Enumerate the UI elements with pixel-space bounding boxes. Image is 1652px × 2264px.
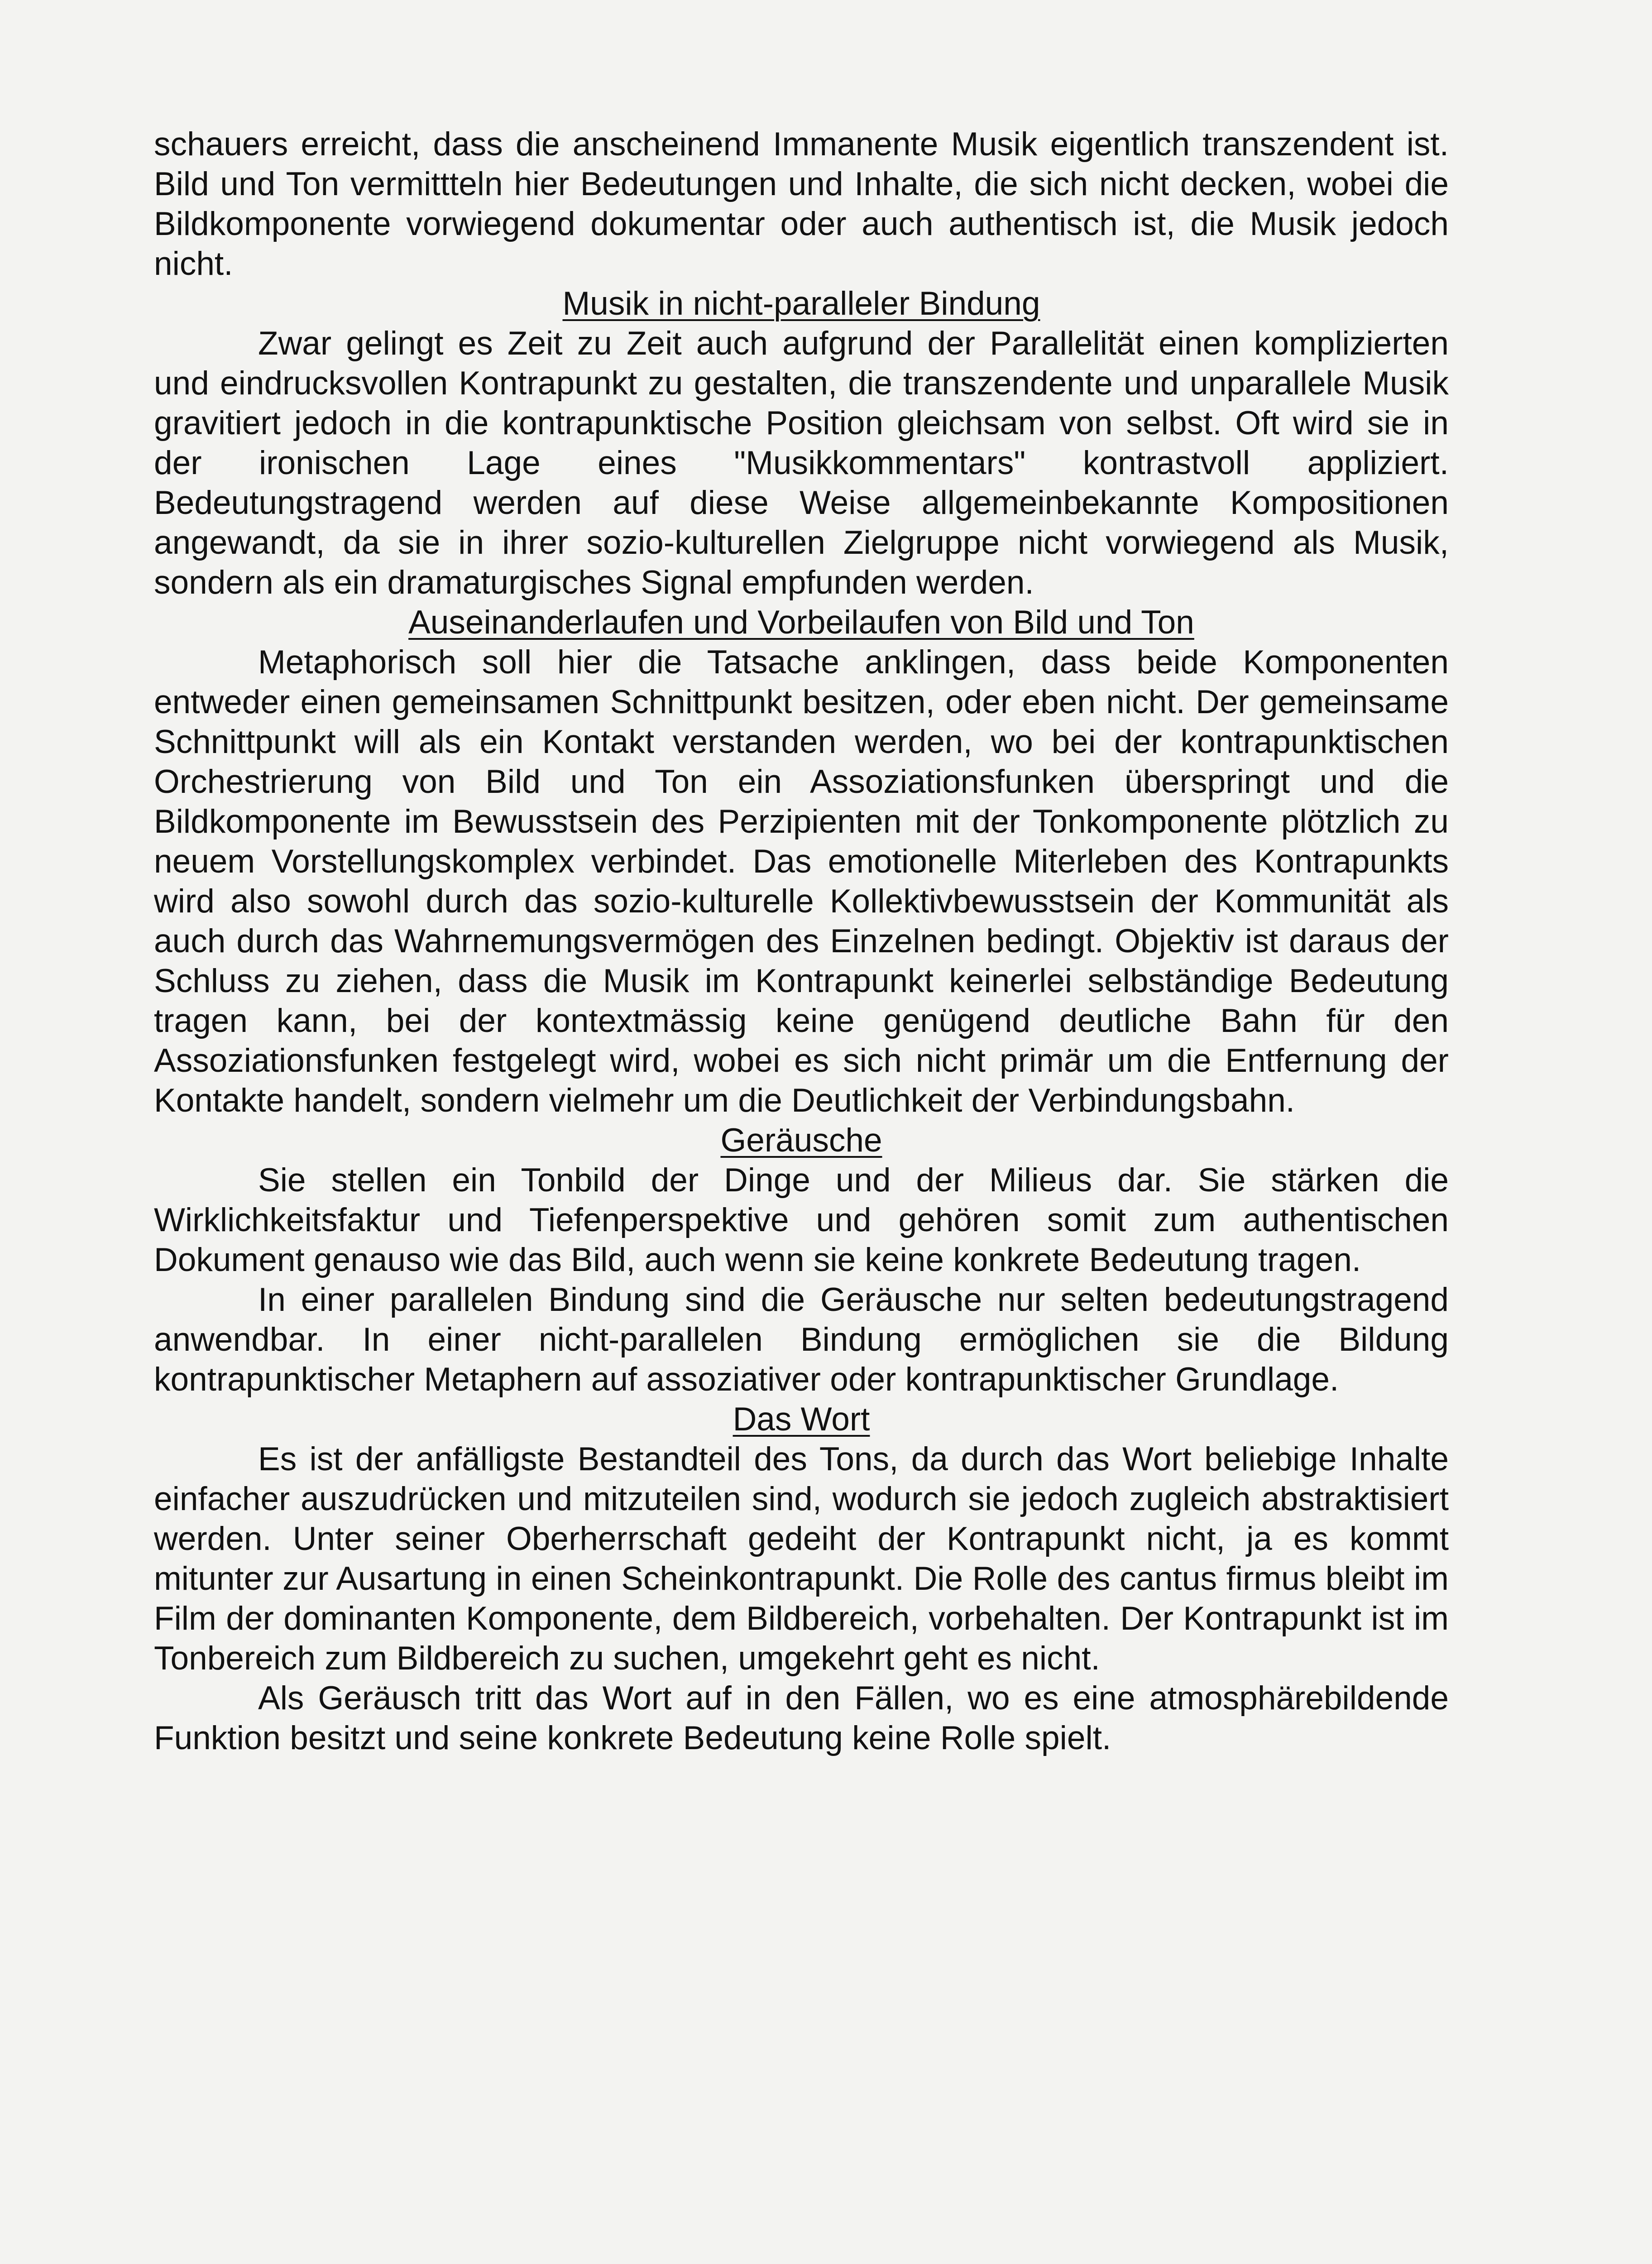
paragraph-das-wort-2: Als Geräusch tritt das Wort auf in den Fällen, wo es eine atmosphärebildende Funktion besitzt und seine konkrete Bedeutung keine Rolle spielt.: [154, 1680, 1449, 1756]
heading-auseinanderlaufen: Auseinanderlaufen und Vorbeilaufen von Bild und Ton: [408, 604, 1194, 641]
paragraph-auseinanderlaufen: Metaphorisch soll hier die Tatsache anklingen, dass beide Komponenten entweder einen gemeinsamen Schnittpunkt besitzen, oder eben nicht. Der gemeinsame Schnittpunkt will als ein Kontakt verstanden werden, wo bei der kontrapunktischen Orchestrierung von Bild und Ton ein Assoziationsfunken überspringt und die Bildkomponente im Bewusstsein des Perzipienten mit der Tonkomponente plötzlich zu neuem Vorstellungskomplex verbindet. Das emotionelle Miterleben des Kontrapunkts wird also sowohl durch das sozio-kulturelle Kollektivbewusstsein der Kommunität als auch durch das Wahrnemungsvermögen des Einzelnen bedingt. Objektiv ist daraus der Schluss zu ziehen, dass die Musik im Kontrapunkt keinerlei selbständige Bedeutung tragen kann, bei der kontextmässig keine genügend deutliche Bahn für den Assoziationsfunken festgelegt wird, wobei es sich nicht primär um die Entfernung der Kontakte handelt, sondern vielmehr um die Deutlichkeit der Verbindungsbahn.: [154, 644, 1449, 1119]
intro-paragraph: schauers erreicht, dass die anscheinend Immanente Musik eigentlich transzendent ist. Bild und Ton vermittteln hier Bedeutungen und Inhalte, die sich nicht decken, wobei die Bildkomponente vorwiegend dokumentar oder auch authentisch ist, die Musik jedoch nicht.: [154, 126, 1449, 282]
paragraph-das-wort-1: Es ist der anfälligste Bestandteil des Tons, da durch das Wort beliebige Inhalte einfacher auszudrücken und mitzuteilen sind, wodurch sie jedoch zugleich abstraktisiert werden. Unter seiner Oberherrschaft gedeiht der Kontrapunkt nicht, ja es kommt mitunter zur Ausartung in einen Scheinkontrapunkt. Die Rolle des cantus firmus bleibt im Film der dominanten Komponente, dem Bildbereich, vorbehalten. Der Kontrapunkt ist im Tonbereich zum Bildbereich zu suchen, umgekehrt geht es nicht.: [154, 1441, 1449, 1677]
heading-das-wort: Das Wort: [733, 1401, 870, 1438]
page-body: [154, 125, 1449, 1758]
heading-geraeusche: Geräusche: [720, 1122, 882, 1159]
heading-musik-nicht-parallel: Musik in nicht-paralleler Bindung: [562, 285, 1040, 322]
paragraph-geraeusche-2: In einer parallelen Bindung sind die Geräusche nur selten bedeutungstragend anwendbar. In einer nicht-parallelen Bindung ermöglichen sie die Bildung kontrapunktischer Metaphern auf assoziativer oder kontrapunktischer Grundlage.: [154, 1281, 1449, 1398]
paragraph-geraeusche-1: Sie stellen ein Tonbild der Dinge und der Milieus dar. Sie stärken die Wirklichkeitsfaktur und Tiefenperspektive und gehören somit zum authentischen Dokument genauso wie das Bild, auch wenn sie keine konkrete Bedeutung tragen.: [154, 1162, 1449, 1278]
paragraph-musik-nicht-parallel: Zwar gelingt es Zeit zu Zeit auch aufgrund der Parallelität einen komplizierten und eindrucksvollen Kontrapunkt zu gestalten, die transzendente und unparallele Musik gravitiert jedoch in die kontrapunktische Position gleichsam von selbst. Oft wird sie in der ironischen Lage eines "Musikkommentars" kontrastvoll appliziert. Bedeutungstragend werden auf diese Weise allgemeinbekannte Kompositionen angewandt, da sie in ihrer sozio-kulturellen Zielgruppe nicht vorwiegend als Musik, sondern als ein dramaturgisches Signal empfunden werden.: [154, 325, 1449, 601]
